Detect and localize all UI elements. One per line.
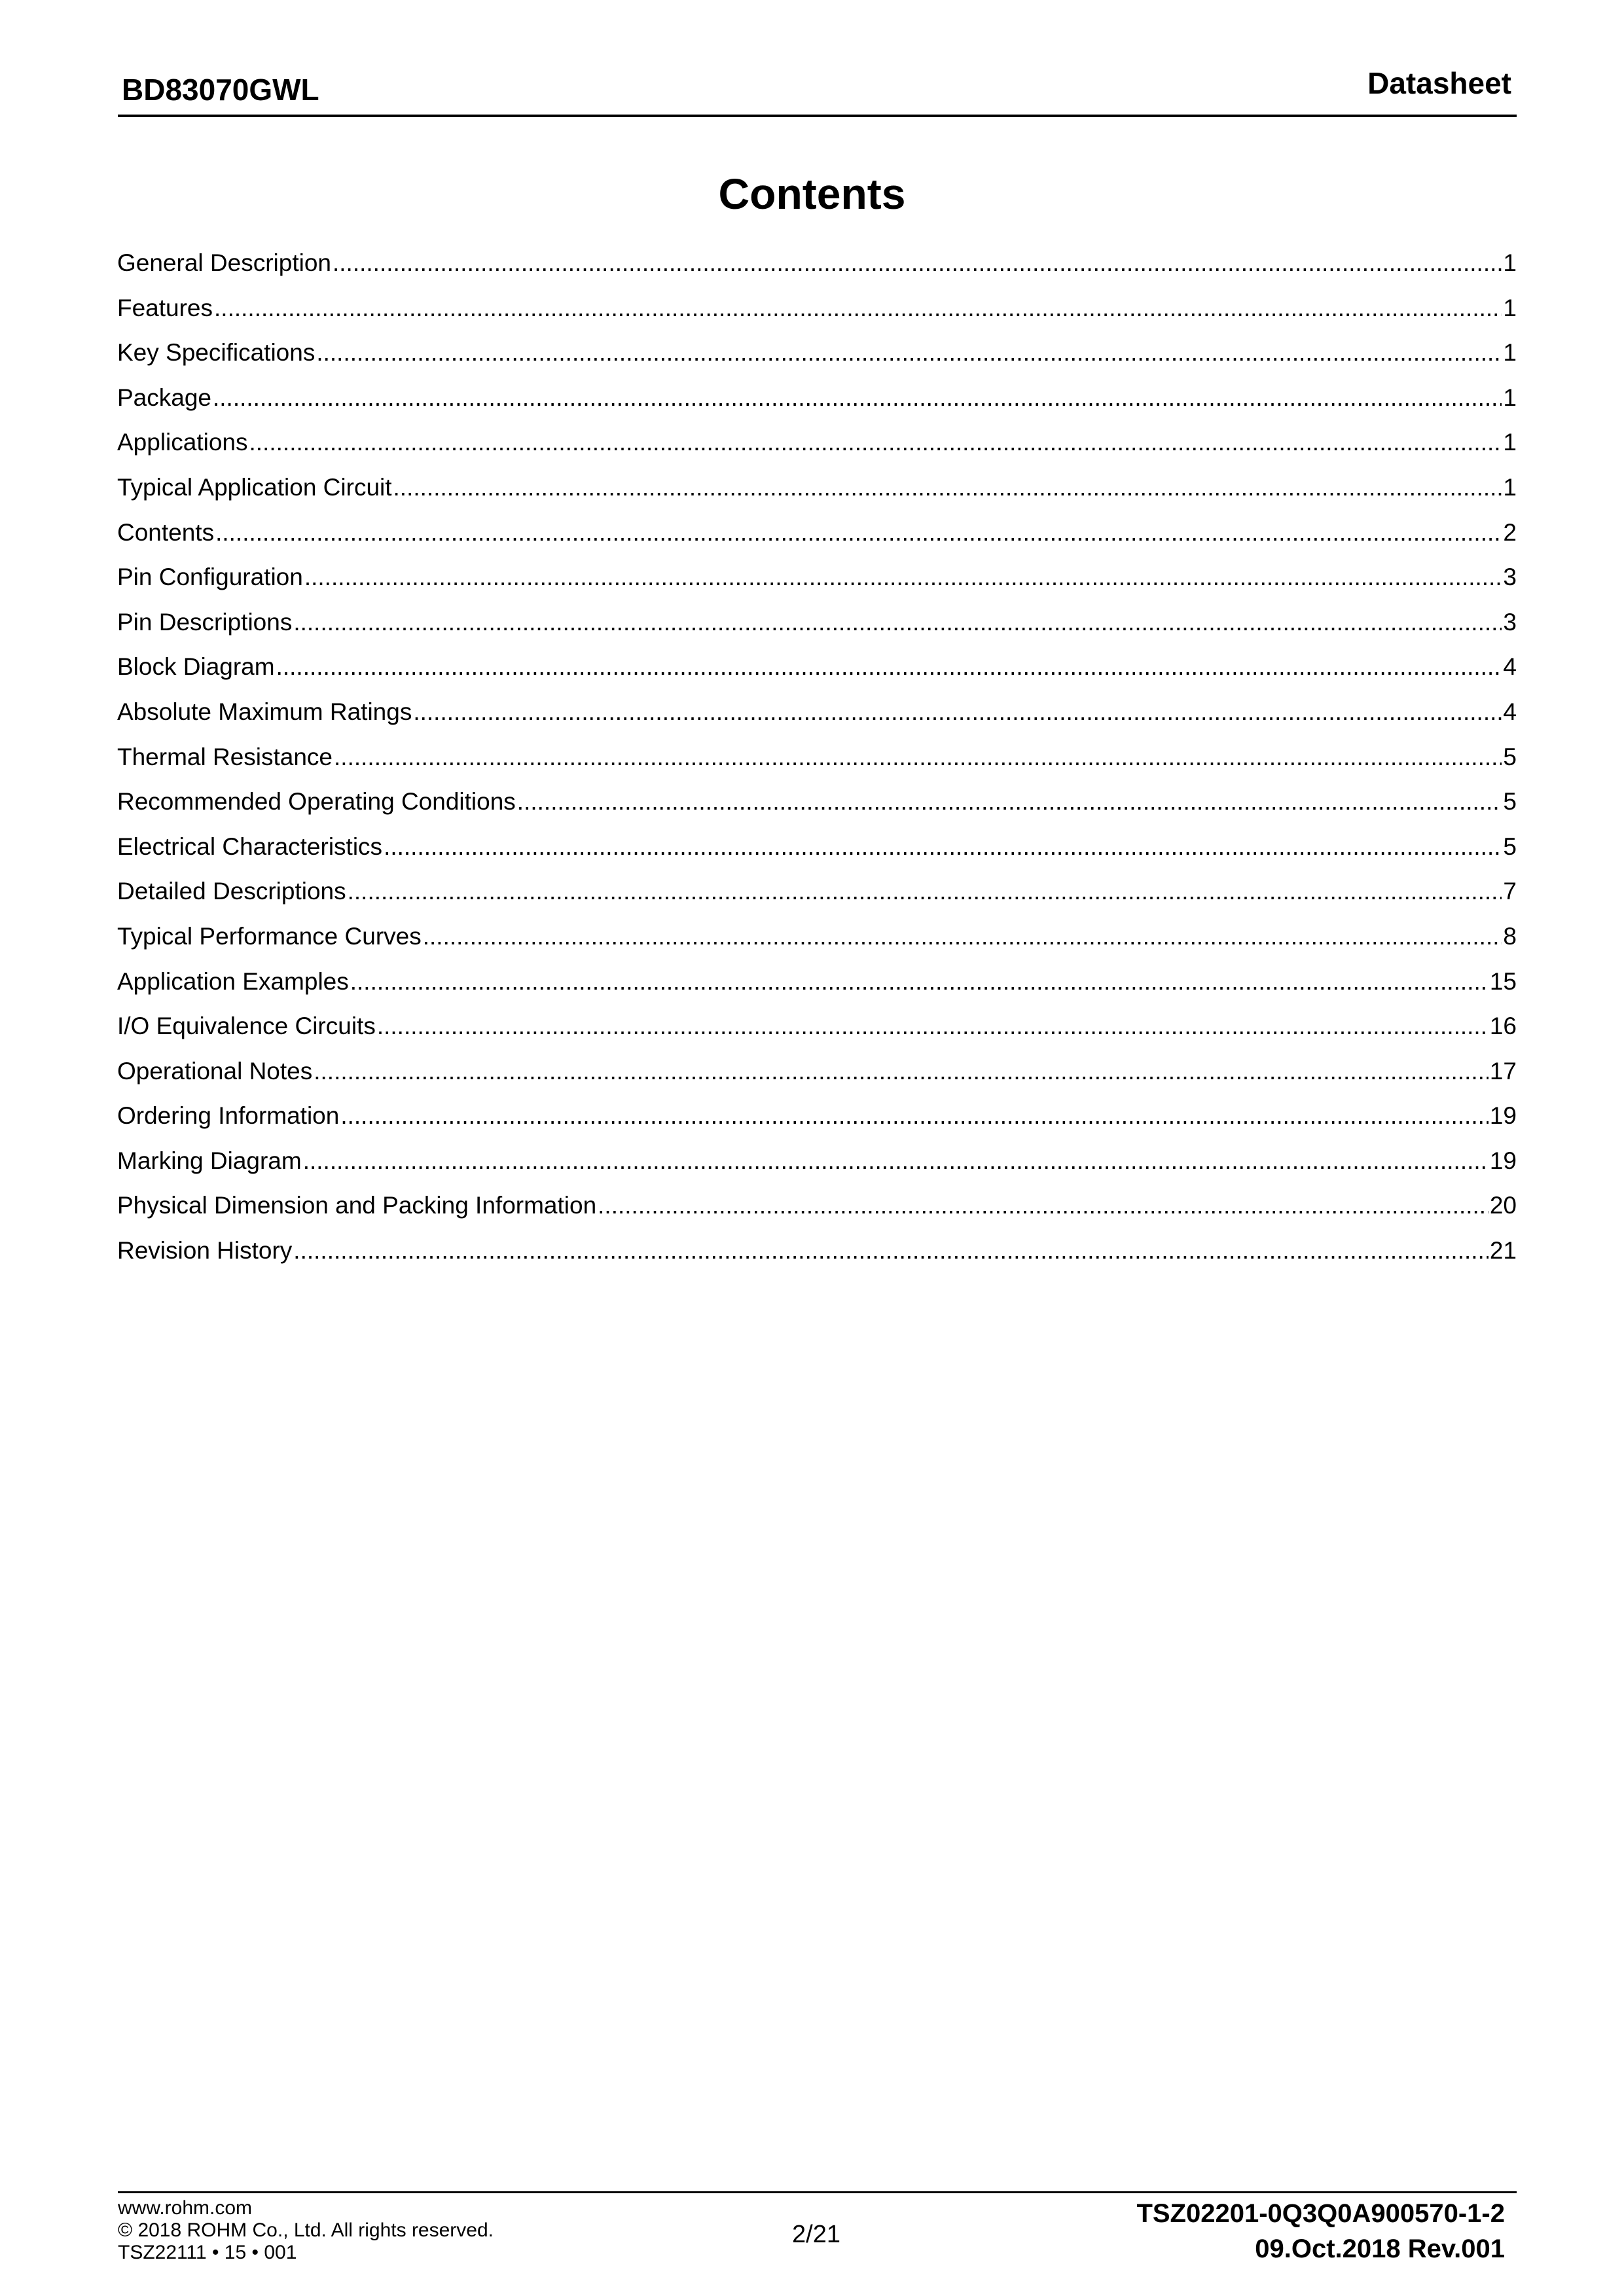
- toc-entry[interactable]: [117, 692, 1517, 738]
- toc-dot-leader: [340, 1096, 1489, 1136]
- toc-entry-page-number: 3: [1503, 564, 1517, 591]
- toc-entry[interactable]: [117, 647, 1517, 692]
- toc-entry[interactable]: [117, 289, 1517, 334]
- toc-entry-label: Pin Configuration: [117, 564, 303, 591]
- toc-dot-leader: [316, 333, 1502, 372]
- toc-entry-page-number: 5: [1503, 743, 1517, 770]
- toc-dot-leader: [517, 782, 1502, 821]
- toc-entry-page-number: 1: [1503, 294, 1517, 321]
- doc-number: TSZ02201-0Q3Q0A900570-1-2: [1136, 2199, 1505, 2228]
- toc-entry-label: I/O Equivalence Circuits: [117, 1013, 376, 1040]
- toc-entry-label: Absolute Maximum Ratings: [117, 698, 412, 725]
- toc-entry[interactable]: [117, 1231, 1517, 1276]
- copyright-text: © 2018 ROHM Co., Ltd. All rights reserved.: [118, 2219, 494, 2241]
- toc-dot-leader: [348, 872, 1502, 911]
- page-footer: [118, 2191, 1517, 2272]
- toc-dot-leader: [350, 962, 1489, 1001]
- toc-entry-label: Operational Notes: [117, 1057, 313, 1085]
- toc-entry-page-number: 1: [1503, 384, 1517, 411]
- toc-entry[interactable]: [117, 1186, 1517, 1231]
- toc-entry-label: General Description: [117, 249, 331, 276]
- toc-entry[interactable]: [117, 827, 1517, 872]
- toc-entry-page-number: 5: [1503, 788, 1517, 816]
- toc-entry[interactable]: [117, 468, 1517, 513]
- part-number: BD83070GWL: [122, 73, 319, 107]
- toc-entry-page-number: 16: [1489, 1013, 1517, 1040]
- toc-dot-leader: [304, 558, 1502, 597]
- toc-dot-leader: [393, 468, 1502, 507]
- toc-dot-leader: [334, 738, 1502, 777]
- toc-entry-page-number: 20: [1489, 1192, 1517, 1219]
- toc-dot-leader: [214, 289, 1502, 328]
- toc-entry[interactable]: [117, 558, 1517, 603]
- toc-entry-page-number: 15: [1489, 967, 1517, 995]
- toc-entry-label: Applications: [117, 429, 248, 456]
- toc-entry[interactable]: [117, 378, 1517, 423]
- toc-entry-label: Thermal Resistance: [117, 743, 333, 770]
- website-link[interactable]: www.rohm.com: [118, 2197, 253, 2219]
- toc-entry[interactable]: [117, 1141, 1517, 1187]
- toc-dot-leader: [293, 603, 1502, 642]
- toc-entry[interactable]: [117, 243, 1517, 289]
- toc-dot-leader: [276, 647, 1502, 687]
- page-indicator: 2/21: [792, 2221, 840, 2248]
- toc-entry[interactable]: [117, 333, 1517, 378]
- toc-dot-leader: [384, 827, 1502, 867]
- toc-dot-leader: [598, 1186, 1489, 1225]
- toc-entry-label: Ordering Information: [117, 1102, 340, 1130]
- toc-dot-leader: [333, 243, 1502, 283]
- toc-entry-page-number: 19: [1489, 1102, 1517, 1130]
- toc-entry[interactable]: [117, 513, 1517, 558]
- toc-entry-label: Key Specifications: [117, 339, 316, 367]
- page-title: Contents: [718, 170, 906, 218]
- toc-entry-label: Recommended Operating Conditions: [117, 788, 516, 816]
- toc-entry-label: Block Diagram: [117, 653, 275, 681]
- toc-entry-page-number: 21: [1489, 1237, 1517, 1265]
- toc-entry-page-number: 1: [1503, 249, 1517, 276]
- toc-entry-label: Physical Dimension and Packing Information: [117, 1192, 597, 1219]
- toc-entry-page-number: 4: [1503, 698, 1517, 725]
- toc-entry-label: Application Examples: [117, 967, 349, 995]
- toc-entry-label: Electrical Characteristics: [117, 833, 383, 860]
- toc-entry-page-number: 5: [1503, 833, 1517, 860]
- toc-dot-leader: [293, 1231, 1489, 1270]
- toc-entry[interactable]: [117, 962, 1517, 1007]
- toc-entry-label: Contents: [117, 518, 215, 546]
- toc-entry-label: Pin Descriptions: [117, 608, 293, 636]
- toc-entry-label: Typical Performance Curves: [117, 922, 422, 950]
- toc-entry-page-number: 19: [1489, 1147, 1517, 1174]
- toc-dot-leader: [213, 378, 1502, 418]
- toc-dot-leader: [215, 513, 1502, 552]
- toc-dot-leader: [249, 423, 1502, 462]
- toc-entry-label: Package: [117, 384, 211, 411]
- toc-entry-page-number: 17: [1489, 1057, 1517, 1085]
- date-revision: 09.Oct.2018 Rev.001: [1255, 2234, 1505, 2263]
- toc-entry-page-number: 4: [1503, 653, 1517, 681]
- toc-entry-label: Detailed Descriptions: [117, 878, 346, 905]
- toc-dot-leader: [377, 1007, 1489, 1046]
- toc-entry-page-number: 1: [1503, 473, 1517, 501]
- footer-right-block: [1136, 2196, 1505, 2267]
- toc-entry[interactable]: [117, 1052, 1517, 1097]
- toc-entry-label: Typical Application Circuit: [117, 473, 392, 501]
- table-of-contents: [117, 243, 1517, 1276]
- toc-entry-label: Features: [117, 294, 213, 321]
- toc-entry-page-number: 1: [1503, 339, 1517, 367]
- toc-entry[interactable]: [117, 423, 1517, 468]
- toc-entry-label: Revision History: [117, 1237, 293, 1265]
- toc-entry-page-number: 8: [1503, 922, 1517, 950]
- toc-dot-leader: [314, 1052, 1489, 1091]
- page-header: [118, 65, 1517, 117]
- toc-dot-leader: [303, 1141, 1489, 1181]
- toc-entry[interactable]: [117, 782, 1517, 827]
- toc-entry-page-number: 2: [1503, 518, 1517, 546]
- doc-type: Datasheet: [1367, 66, 1511, 100]
- toc-entry-page-number: 7: [1503, 878, 1517, 905]
- toc-entry[interactable]: [117, 1096, 1517, 1141]
- toc-entry[interactable]: [117, 917, 1517, 962]
- toc-entry[interactable]: [117, 603, 1517, 648]
- toc-entry-label: Marking Diagram: [117, 1147, 302, 1174]
- toc-entry[interactable]: [117, 1007, 1517, 1052]
- toc-entry[interactable]: [117, 872, 1517, 917]
- toc-entry-page-number: 3: [1503, 608, 1517, 636]
- toc-entry-page-number: 1: [1503, 429, 1517, 456]
- toc-dot-leader: [423, 917, 1502, 956]
- footer-left-block: [118, 2197, 494, 2264]
- form-code: TSZ22111 • 15 • 001: [118, 2242, 297, 2263]
- toc-entry[interactable]: [117, 738, 1517, 783]
- toc-dot-leader: [413, 692, 1502, 732]
